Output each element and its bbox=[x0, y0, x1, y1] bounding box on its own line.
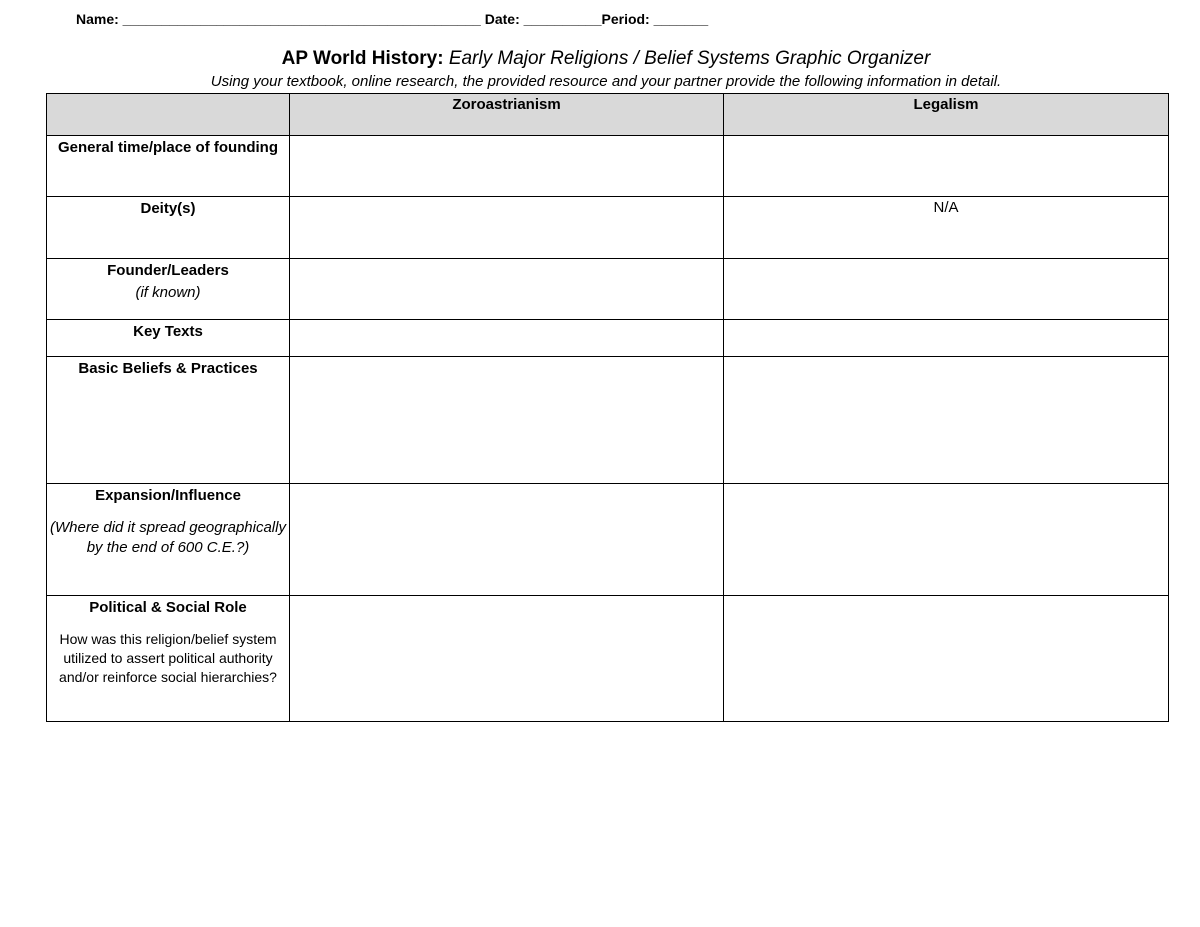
column-header-legalism: Legalism bbox=[724, 94, 1169, 136]
row-label-beliefs bbox=[47, 357, 290, 484]
table-row bbox=[47, 484, 1169, 596]
row-label-key-texts bbox=[47, 320, 290, 357]
table-row bbox=[47, 596, 1169, 722]
row-label-note: (Where did it spread geographically by the end of 600 C.E.?) bbox=[50, 519, 286, 556]
zoroastrianism-texts-cell[interactable] bbox=[290, 320, 724, 357]
legalism-deity-cell[interactable]: N/A bbox=[724, 197, 1169, 259]
zoroastrianism-political-cell[interactable] bbox=[290, 596, 724, 722]
row-label-text: Founder/Leaders bbox=[107, 262, 229, 279]
table-row bbox=[47, 136, 1169, 197]
instructions: Using your textbook, online research, the provided resource and your partner provide the following information in detail. bbox=[210, 73, 1002, 90]
row-label-text: Key Texts bbox=[133, 323, 203, 340]
page-title bbox=[0, 48, 1200, 70]
legalism-founding-cell[interactable] bbox=[724, 136, 1169, 197]
table-row bbox=[47, 197, 1169, 259]
legalism-texts-cell[interactable] bbox=[724, 320, 1169, 357]
legalism-expansion-cell[interactable] bbox=[724, 484, 1169, 596]
title-topic: Early Major Religions / Belief Systems Graphic Organizer bbox=[448, 48, 931, 69]
row-label-deity bbox=[47, 197, 290, 259]
column-header-zoroastrianism: Zoroastrianism bbox=[290, 94, 724, 136]
row-label-text: Basic Beliefs & Practices bbox=[78, 360, 258, 377]
header-corner-cell bbox=[47, 94, 290, 136]
row-label-text: Political & Social Role bbox=[89, 599, 247, 616]
graphic-organizer-table bbox=[46, 93, 1169, 722]
legalism-beliefs-cell[interactable] bbox=[724, 357, 1169, 484]
row-label-text: Expansion/Influence bbox=[95, 487, 241, 504]
legalism-founder-cell[interactable] bbox=[724, 259, 1169, 320]
table-row bbox=[47, 320, 1169, 357]
table-header-row bbox=[47, 94, 1169, 136]
row-label-expansion bbox=[47, 484, 290, 596]
row-label-political-social bbox=[47, 596, 290, 722]
zoroastrianism-beliefs-cell[interactable] bbox=[290, 357, 724, 484]
zoroastrianism-founder-cell[interactable] bbox=[290, 259, 724, 320]
zoroastrianism-deity-cell[interactable] bbox=[290, 197, 724, 259]
row-label-note: (if known) bbox=[135, 284, 201, 301]
row-label-description: How was this religion/belief system utilized to assert political authority and/or reinforce social hierarchies? bbox=[59, 631, 277, 685]
title-course: AP World History: bbox=[281, 48, 444, 69]
row-label-text: Deity(s) bbox=[140, 200, 196, 217]
legalism-political-cell[interactable] bbox=[724, 596, 1169, 722]
name-date-period-line: Name: ______________________________________________ Date: __________Period: _______ bbox=[76, 11, 709, 27]
row-label-founder bbox=[47, 259, 290, 320]
table-row bbox=[47, 357, 1169, 484]
table-row bbox=[47, 259, 1169, 320]
row-label-text: General time/place of founding bbox=[57, 139, 279, 156]
zoroastrianism-founding-cell[interactable] bbox=[290, 136, 724, 197]
row-label-founding bbox=[47, 136, 290, 197]
zoroastrianism-expansion-cell[interactable] bbox=[290, 484, 724, 596]
